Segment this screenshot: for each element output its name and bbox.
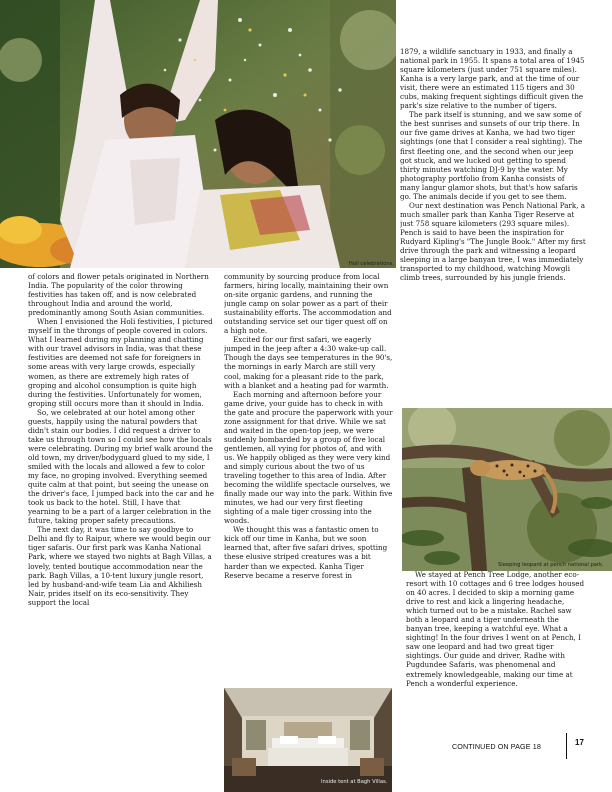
paragraph: community by sourcing produce from local farmers, hiring locally, maintaining their own on-site organic gardens, and running the jungle camp on solar power as a part of their sustainability efforts. The accommodation and outstanding service set our tiger quest off on a high note. — [224, 272, 392, 336]
paragraph: The park itself is stunning, and we saw some of the best sunrises and sunsets of our trip there. In our five game drives at Kanha, we had two tiger sightings (one that I consider a real sighting). The first fleeting one, and the second when our jeep got stuck, and we lucked out getting to spend thirty minutes watching DJ-9 by the water. My photography portfolio from Kanha consists of many langur glamor shots, but that's how safaris go. The animals decide if you get to see them. — [400, 110, 583, 201]
paragraph: Excited for our first safari, we eagerly jumped in the jeep after a 4:30 wake-up call. Though the days see temperatures in the 90's, the mornings in early March are still very cool, making for a pleasant ride to the park, with a blanket and a heating pad for warmth. — [224, 335, 393, 390]
paragraph: We stayed at Pench Tree Lodge, another eco-resort with 10 cottages and 6 tree lodges housed on 40 acres. I decided to skip a morning game drive to rest and kick a lingering headache, which turned out to be a mistake. Rachel saw both a leopard and a tiger underneath the banyan tree, keeping a watchful eye. What a sighting! In the four drives I went on at Pench, I saw one leopard and had two great tiger sightings. Our guide and driver, Radhe with Pugdundee Safaris, was phenomenal and extremely knowledgeable, making our time at Pench a wonderful experience. — [406, 570, 585, 688]
continued-on-link[interactable]: CONTINUED ON PAGE 18 — [452, 742, 541, 751]
tent-photo-caption: Inside tent at Bagh Villas. — [321, 779, 388, 785]
article-column-1 — [28, 272, 214, 750]
paragraph: Our next destination was Pench National Park, a much smaller park than Kanha Tiger Reserve at just 758 square kilometers (293 square miles). Pench is said to have been the inspiration for Rudyard Kipling's "The Jungle Book." After my first drive through the park and witnessing a leopard sleeping in a large banyan tree, I was immediately transported to my childhood, watching Mowgli climb trees, surrounded by his jungle friends. — [400, 200, 586, 283]
holi-celebration-photo — [0, 0, 396, 268]
page-number: 17 — [575, 738, 584, 747]
holi-photo-caption: Holi celebrations. — [348, 261, 394, 267]
paragraph: The next day, it was time to say goodbye to Delhi and fly to Raipur, where we would begin our tiger safaris. Our first park was Kanha National Park, where we stayed two nights at Bagh Villas, a lovely, tented boutique accommodation near the park. Bagh Villas, a 10-tent luxury jungle resort, led by husband-and-wife team Lia and Akhiliesh Nair, prides itself on its eco-sensitivity. They support the local — [28, 525, 212, 607]
paragraph: 1879, a wildlife sanctuary in 1933, and finally a national park in 1955. It spans a total area of 1945 square kilometers (just under 751 square miles). Kanha is a very large park, and at the time of our visit, there were an estimated 115 tigers and 30 cubs, making frequent sightings difficult given the park's size relative to the number of tigers. — [400, 47, 585, 111]
article-column-3-bottom — [406, 570, 586, 745]
article-column-2 — [224, 272, 394, 684]
paragraph: We thought this was a fantastic omen to kick off our time in Kanha, but we soon learned that, after five safari drives, spotting these elusive striped creatures was a bit harder than we expected. Kanha Tiger Reserve became a reserve forest in — [224, 525, 388, 580]
leopard-photo-caption: Sleeping leopard at pench national park. — [498, 562, 604, 568]
paragraph: So, we celebrated at our hotel among other guests, happily using the natural powders that didn't stain our bodies. I did request a driver to take us through town so I could see how the locals were celebrating. During my brief walk around the old town, my driver/bodyguard glued to my side, I smiled with the locals and allowed a few to color my face, no groping involved. Everything seemed quite calm at that point, but seeing the unease on the driver's face, I jumped back into the car and he took us back to the hotel. Still, I have that yearning to be a part of a larger celebration in the future, taking proper safety precautions. — [28, 407, 214, 526]
page-number-divider — [566, 733, 567, 759]
paragraph: When I envisioned the Holi festivities, I pictured myself in the throngs of people covered in colors. What I learned during my planning and chatting with our travel advisors in India, was that these festivities are deemed not safe for foreigners in some areas with very large crowds, especially women, as there are extremely high rates of groping and alcohol consumption is quite high during the festivities. Unfortunately for women, groping still occurs more than it should in India. — [28, 317, 213, 408]
paragraph: Each morning and afternoon before your game drive, your guide has to check in with the gate and procure the paperwork with your zone assignment for that drive. While we sat and waited in the open-top jeep, we were suddenly bombarded by a group of five local gentlemen, all vying for photos of, and with us. We happily obliged as they were very kind and simply curious about the two of us traveling together to this area of India. After becoming the wildlife spectacle ourselves, we finally made our way into the park. Within five minutes, we had our very first fleeting sighting of a male tiger crossing into the woods. — [224, 389, 393, 526]
article-column-3-top — [400, 47, 586, 407]
leopard-photo — [402, 408, 612, 571]
tent-interior-photo — [224, 688, 392, 792]
paragraph: of colors and flower petals originated in Northern India. The popularity of the color throwing festivities has taken off, and is now celebrated throughout India and around the world, predominantly among South Asian communities. — [28, 272, 209, 318]
